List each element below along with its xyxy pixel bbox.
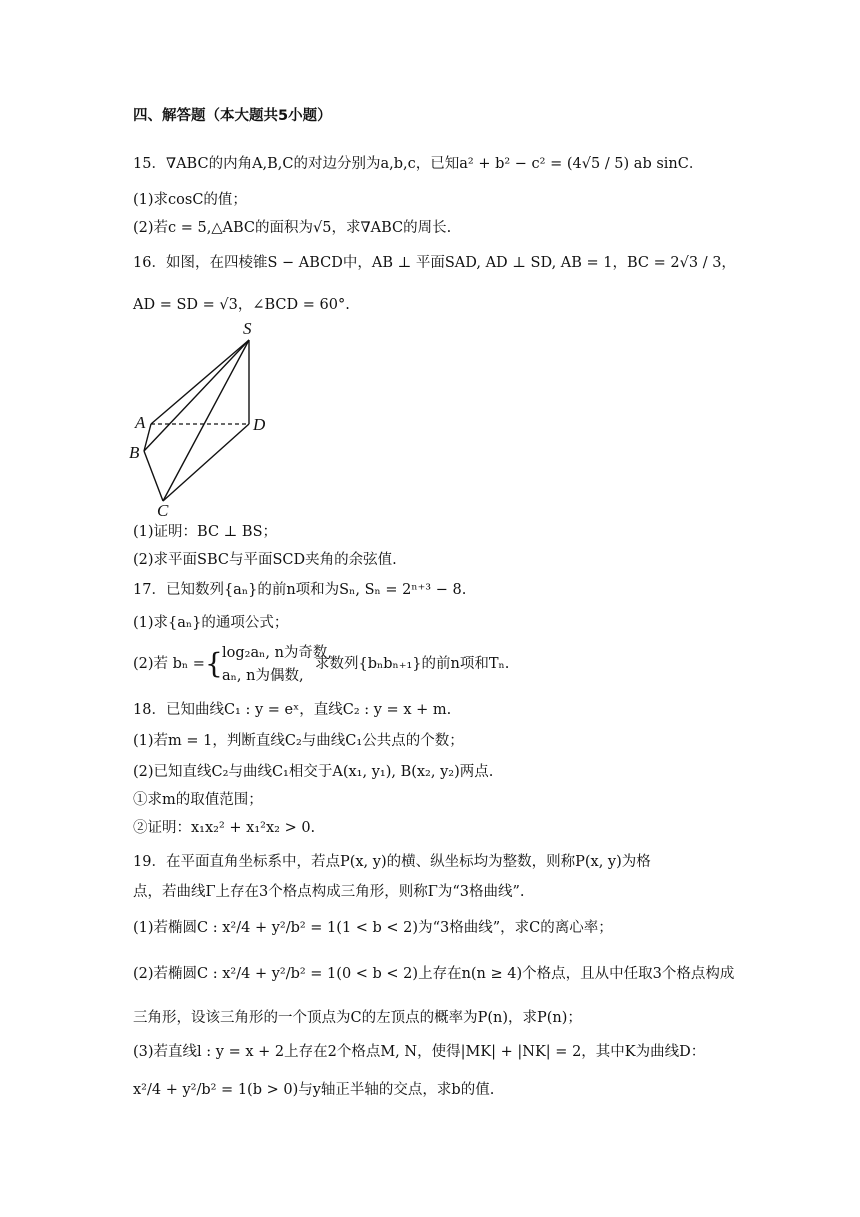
label-d: D	[253, 415, 266, 434]
q19-stem-line2: 点，若曲线Γ上存在3个格点构成三角形，则称Γ为“3格曲线”.	[133, 884, 525, 900]
label-s: S	[243, 319, 252, 338]
q17-stem: 17．已知数列{aₙ}的前n项和为Sₙ, Sₙ = 2ⁿ⁺³ − 8.	[133, 582, 467, 598]
q17-part2-prefix: (2)若 bₙ =	[133, 656, 205, 672]
q16-part2: (2)求平面SBC与平面SCD夹角的余弦值.	[133, 552, 397, 568]
pyramid-figure	[125, 318, 285, 518]
piecewise-brace: {	[205, 647, 223, 680]
label-c: C	[157, 501, 169, 518]
q18-part1: (1)若m = 1，判断直线C₂与曲线C₁公共点的个数；	[133, 733, 464, 749]
q17-case1: log₂aₙ, n为奇数,	[222, 645, 333, 661]
q15-part2: (2)若c = 5,△ABC的面积为√5，求∇ABC的周长.	[133, 220, 452, 236]
q17-case2: aₙ, n为偶数,	[222, 668, 304, 684]
label-a: A	[135, 413, 146, 432]
q19-part3-line1: (3)若直线l : y = x + 2上存在2个格点M, N，使得|MK| + |NK| = 2，其中K为曲线D：	[133, 1044, 706, 1060]
q17-part1: (1)求{aₙ}的通项公式；	[133, 615, 289, 631]
edge-sa	[151, 340, 249, 424]
q19-stem-line1: 19．在平面直角坐标系中，若点P(x, y)的横、纵坐标均为整数，则称P(x, y)为格	[133, 854, 651, 870]
q19-part2-line2: 三角形，设该三角形的一个顶点为C的左顶点的概率为P(n)，求P(n)；	[133, 1010, 582, 1026]
q19-part2-line1: (2)若椭圆C : x²/4 + y²/b² = 1(0 < b < 2)上存在n(n ≥ 4)个格点，且从中任取3个格点构成	[133, 966, 735, 982]
edge-cd	[163, 424, 249, 501]
q16-stem-line1: 16．如图，在四棱锥S − ABCD中，AB ⊥ 平面SAD, AD ⊥ SD, AB = 1，BC = 2√3 / 3，	[133, 255, 736, 271]
q18-part2a: ①求m的取值范围；	[133, 792, 263, 808]
section-title: 四、解答题（本大题共5小题）	[133, 108, 332, 124]
q19-part1: (1)若椭圆C : x²/4 + y²/b² = 1(1 < b < 2)为“3格曲线”，求C的离心率；	[133, 920, 613, 936]
q18-part2b: ②证明：x₁x₂² + x₁²x₂ > 0.	[133, 820, 316, 836]
edge-bc	[144, 451, 163, 501]
q18-part2: (2)已知直线C₂与曲线C₁相交于A(x₁, y₁), B(x₂, y₂)两点.	[133, 764, 494, 780]
q15-part1: (1)求cosC的值；	[133, 192, 247, 208]
q18-stem: 18．已知曲线C₁ : y = eˣ，直线C₂ : y = x + m.	[133, 702, 452, 718]
edge-sb	[144, 340, 249, 451]
q19-part3-line2: x²/4 + y²/b² = 1(b > 0)与y轴正半轴的交点，求b的值.	[133, 1082, 495, 1098]
edge-sc	[163, 340, 249, 501]
label-b: B	[129, 443, 140, 462]
q16-part1: (1)证明：BC ⊥ BS；	[133, 524, 278, 540]
q16-stem-line2: AD = SD = √3，∠BCD = 60°.	[133, 297, 350, 313]
q15-stem: 15．∇ABC的内角A,B,C的对边分别为a,b,c，已知a² + b² − c² = (4√5 / 5) ab sinC．	[133, 156, 704, 172]
q17-part2-suffix: 求数列{bₙbₙ₊₁}的前n项和Tₙ.	[315, 656, 510, 672]
